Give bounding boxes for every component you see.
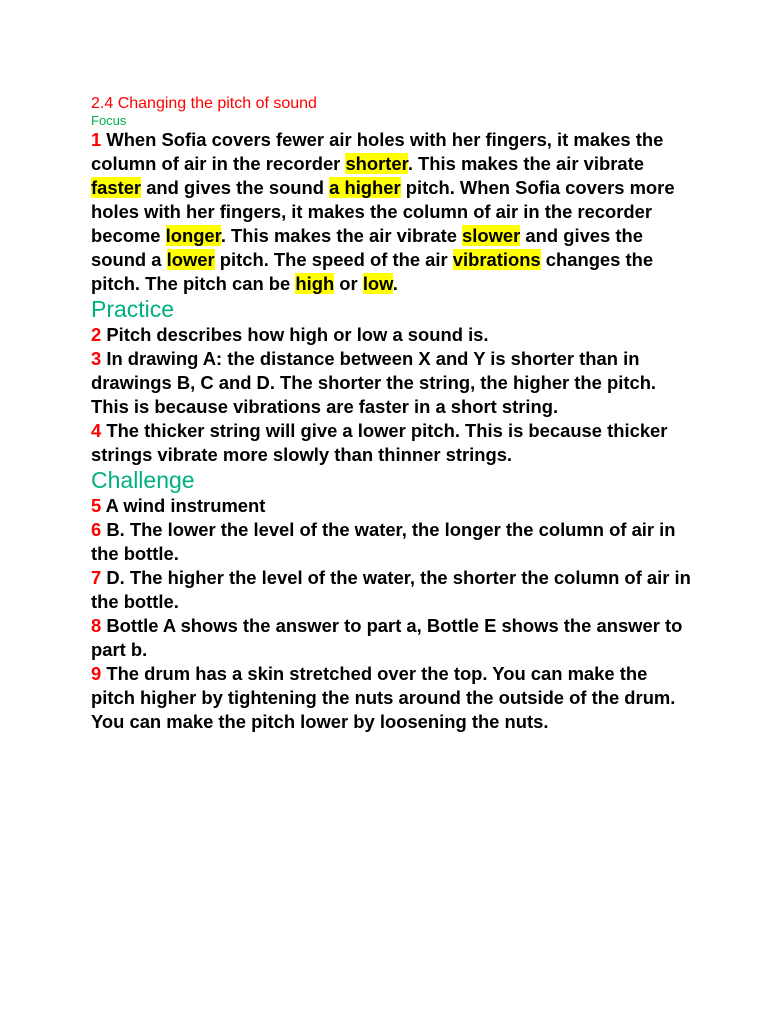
highlighted-word: a higher [329,177,401,198]
highlighted-word: vibrations [452,249,541,270]
answer-text: When Sofia covers fewer air holes with her fingers, it makes the column of air in the recorder [91,129,664,174]
answer-number: 7 [91,567,102,588]
answer-7 [91,566,691,614]
answer-number: 1 [91,129,102,150]
answer-4 [91,419,691,467]
document-page [91,94,691,734]
answer-number: 8 [91,615,102,636]
highlighted-word: shorter [345,153,408,174]
answer-number: 4 [91,420,102,441]
practice-heading: Practice [91,296,175,322]
answer-text: Pitch describes how high or low a sound is. [101,324,489,345]
answer-number: 2 [91,324,102,345]
answer-5 [91,494,691,518]
answer-number: 9 [91,663,102,684]
answer-number: 5 [91,495,102,516]
focus-label: Focus [91,113,127,128]
answer-text: or [334,273,363,294]
answer-text: and gives the sound [141,177,330,198]
answer-text: pitch. The speed of the air [214,249,453,270]
answer-6 [91,518,691,566]
highlighted-word: faster [91,177,142,198]
answer-1 [91,128,691,296]
answer-text: and gives the sound a [91,225,643,270]
highlighted-word: lower [166,249,215,270]
answer-text: D. The higher the level of the water, the shorter the column of air in the bottle. [91,567,691,612]
answer-number: 6 [91,519,102,540]
answer-text: The thicker string will give a lower pitch. This is because thicker strings vibrate more slowly than thinner strings. [91,420,668,465]
answer-3 [91,347,691,419]
answer-text: In drawing A: the distance between X and Y is shorter than in drawings B, C and D. The shorter the string, the higher the pitch. This is because vibrations are faster in a short string. [91,348,657,417]
answer-text: . This makes the air vibrate [407,153,644,174]
highlighted-word: low [362,273,393,294]
answer-text: The drum has a skin stretched over the top. You can make the pitch higher by tightening the nuts around the outside of the drum. You can make the pitch lower by loosening the nuts. [91,663,676,732]
answer-8 [91,614,691,662]
answer-text: . [392,273,398,294]
answer-text: B. The lower the level of the water, the longer the column of air in the bottle. [91,519,676,564]
answer-text: A wind instrument [101,495,266,516]
highlighted-word: high [295,273,335,294]
page-title: 2.4 Changing the pitch of sound [91,95,317,112]
challenge-heading: Challenge [91,467,195,493]
answer-2 [91,323,691,347]
answer-text: changes the pitch. The pitch can be [91,249,654,294]
highlighted-word: longer [165,225,221,246]
highlighted-word: slower [462,225,521,246]
answer-text: Bottle A shows the answer to part a, Bottle E shows the answer to part b. [91,615,683,660]
answer-text: pitch. When Sofia covers more holes with her fingers, it makes the column of air in the recorder become [91,177,675,246]
answer-number: 3 [91,348,102,369]
answer-text: . This makes the air vibrate [220,225,463,246]
answer-9 [91,662,691,734]
